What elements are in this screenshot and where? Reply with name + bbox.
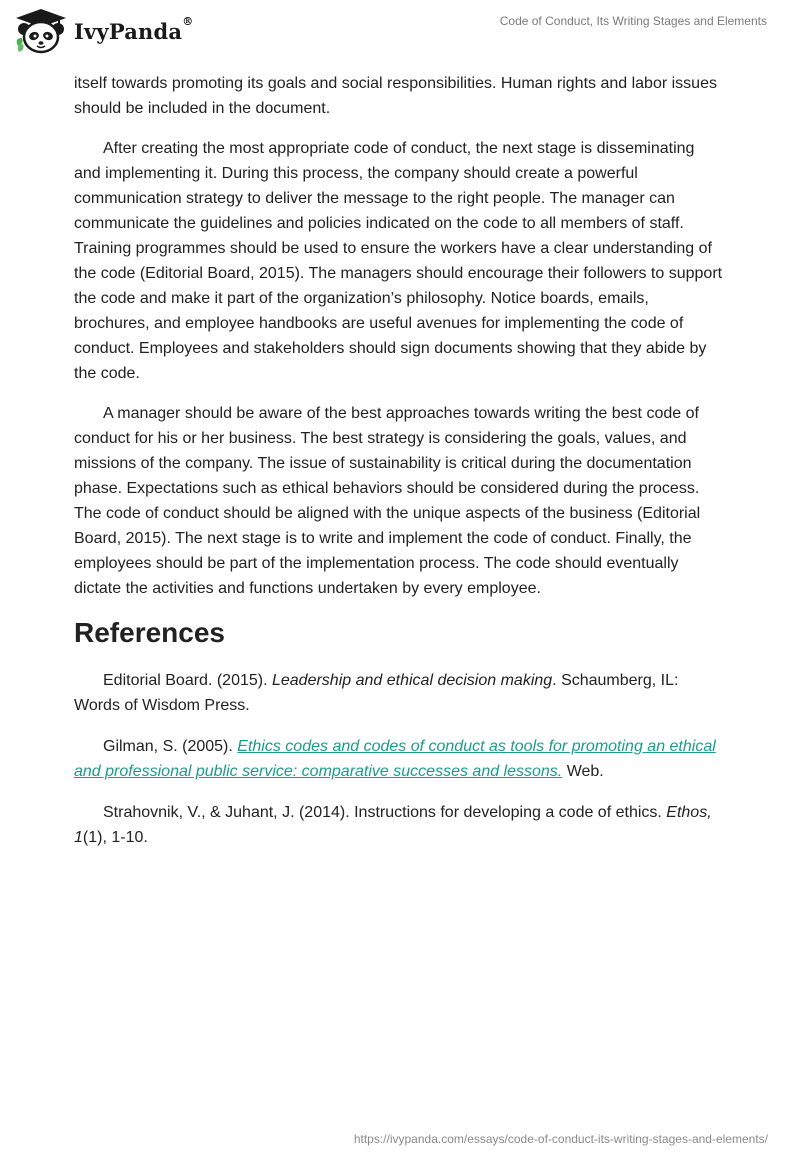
reference-title: Leadership and ethical decision making	[271, 672, 553, 689]
logo-text: IvyPanda®	[74, 14, 194, 44]
page-header	[0, 0, 800, 64]
reference-journal: Ethos, 1	[74, 804, 712, 846]
reference-item: Gilman, S. (2005). Ethics codes and codes of conduct as tools for promoting an ethical and professional public service: comparative successes and lessons. Web.	[74, 738, 716, 780]
panda-graduation-cap-icon	[14, 8, 68, 54]
paragraph-continuation: itself towards promoting its goals and social responsibilities. Human rights and labor issues should be included in the document.	[74, 75, 717, 117]
ivypanda-logo[interactable]	[14, 8, 193, 54]
paragraph-writing-approach: A manager should be aware of the best approaches towards writing the best code of conduct for his or her business. The best strategy is considering the goals, values, and missions of the company. The issue of sustainability is critical during the documentation phase. Expectations such as ethical behaviors should be considered during the process. The code of conduct should be aligned with the unique aspects of the business (Editorial Board, 2015). The next stage is to write and implement the code of conduct. Finally, the employees should be part of the implementation process. The code should eventually dictate the activities and functions undertaken by every employee.	[74, 405, 701, 597]
reference-item: Strahovnik, V., & Juhant, J. (2014). Instructions for developing a code of ethics. Ethos, 1(1), 1-10.	[74, 804, 712, 846]
essay-content	[74, 71, 724, 866]
document-title: Code of Conduct, Its Writing Stages and Elements	[499, 14, 767, 28]
paragraph-dissemination: After creating the most appropriate code of conduct, the next stage is disseminating and implementing it. During this process, the company should create a powerful communication strategy to deliver the message to the right people. The manager can communicate the guidelines and policies indicated on the code to all members of staff. Training programmes should be used to ensure the workers have a clear understanding of the code (Editorial Board, 2015). The managers should encourage their followers to support the code and make it part of the organization’s philosophy. Notice boards, emails, brochures, and employee handbooks are useful avenues for implementing the code of conduct. Employees and stakeholders should sign documents showing that they abide by the code.	[74, 140, 723, 382]
reference-item: Editorial Board. (2015). Leadership and ethical decision making. Schaumberg, IL: Words of Wisdom Press.	[74, 672, 679, 714]
references-heading: References	[74, 617, 225, 648]
registered-mark: ®	[182, 14, 194, 28]
reference-link[interactable]: Ethics codes and codes of conduct as tools for promoting an ethical and professional public service: comparative successes and lessons.	[74, 738, 716, 780]
footer-url[interactable]: https://ivypanda.com/essays/code-of-conduct-its-writing-stages-and-elements/	[353, 1132, 768, 1146]
